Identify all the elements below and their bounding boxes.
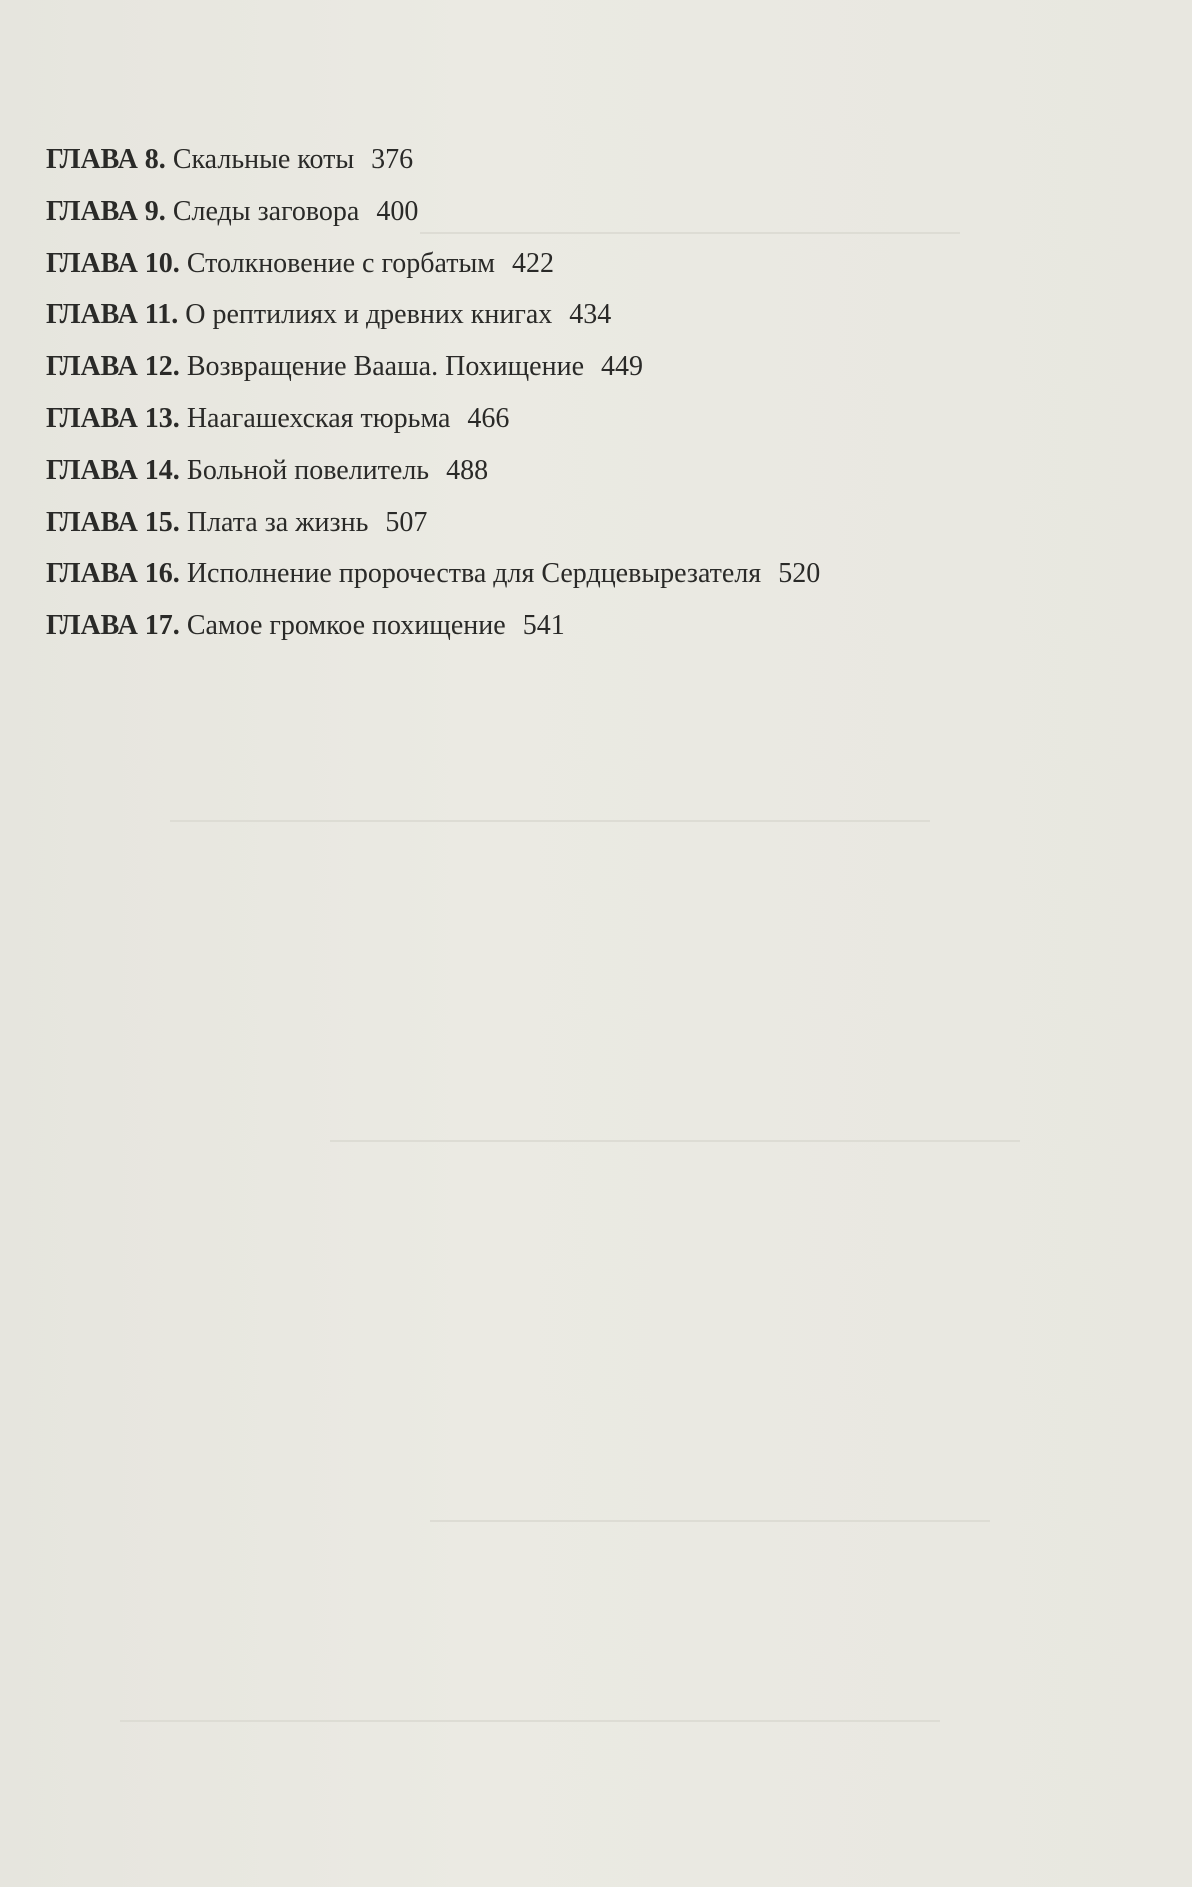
chapter-label: ГЛАВА 17. <box>46 610 180 642</box>
page-number: 422 <box>512 247 554 279</box>
chapter-label: ГЛАВА 15. <box>46 506 180 538</box>
page-number: 488 <box>446 454 489 486</box>
bleed-through-mark <box>120 1720 940 1722</box>
toc-entry-chapter-14 <box>46 451 820 503</box>
chapter-title: Возвращение Вааша. Похищение <box>186 351 584 383</box>
chapter-label: ГЛАВА 14. <box>46 454 180 486</box>
page-number: 400 <box>376 195 419 227</box>
toc-entry-chapter-10 <box>46 244 820 296</box>
chapter-title: Плата за жизнь <box>186 506 369 538</box>
chapter-title: Скальные коты <box>172 144 355 175</box>
page-number: 434 <box>569 299 612 331</box>
chapter-title: Наагашехская тюрьма <box>186 402 451 434</box>
chapter-label: ГЛАВА 11. <box>46 299 179 331</box>
chapter-label: ГЛАВА 16. <box>46 558 180 590</box>
toc-entry-chapter-9 <box>46 192 820 244</box>
chapter-title: Следы заговора <box>172 195 360 227</box>
page-number: 541 <box>522 610 565 642</box>
toc-entry-chapter-12 <box>46 347 820 399</box>
chapter-label: ГЛАВА 8. <box>46 144 166 175</box>
toc-entry-chapter-11 <box>46 295 820 347</box>
toc-entry-chapter-13 <box>46 399 820 451</box>
page-number: 520 <box>778 558 821 590</box>
chapter-title: Исполнение пророчества для Сердцевырезателя <box>186 558 762 590</box>
chapter-label: ГЛАВА 13. <box>46 402 180 434</box>
page-number: 466 <box>467 402 510 434</box>
chapter-title: Больной повелитель <box>186 454 430 486</box>
bleed-through-mark <box>430 1520 990 1522</box>
page-number: 376 <box>371 144 414 175</box>
bleed-through-mark <box>170 820 930 822</box>
toc-entry-chapter-17 <box>46 606 820 658</box>
table-of-contents <box>46 140 820 658</box>
toc-entry-chapter-16 <box>46 554 820 606</box>
chapter-label: ГЛАВА 10. <box>46 247 180 279</box>
chapter-label: ГЛАВА 9. <box>46 195 166 227</box>
chapter-title: Самое громкое похищение <box>186 610 506 642</box>
chapter-title: О рептилиях и древних книгах <box>185 299 553 331</box>
chapter-label: ГЛАВА 12. <box>46 351 180 383</box>
page-number: 507 <box>385 506 428 538</box>
toc-entry-chapter-15 <box>46 503 820 555</box>
toc-entry-chapter-8 <box>46 140 820 192</box>
page-number: 449 <box>601 351 643 383</box>
bleed-through-mark <box>330 1140 1020 1142</box>
chapter-title: Столкновение с горбатым <box>186 247 495 279</box>
